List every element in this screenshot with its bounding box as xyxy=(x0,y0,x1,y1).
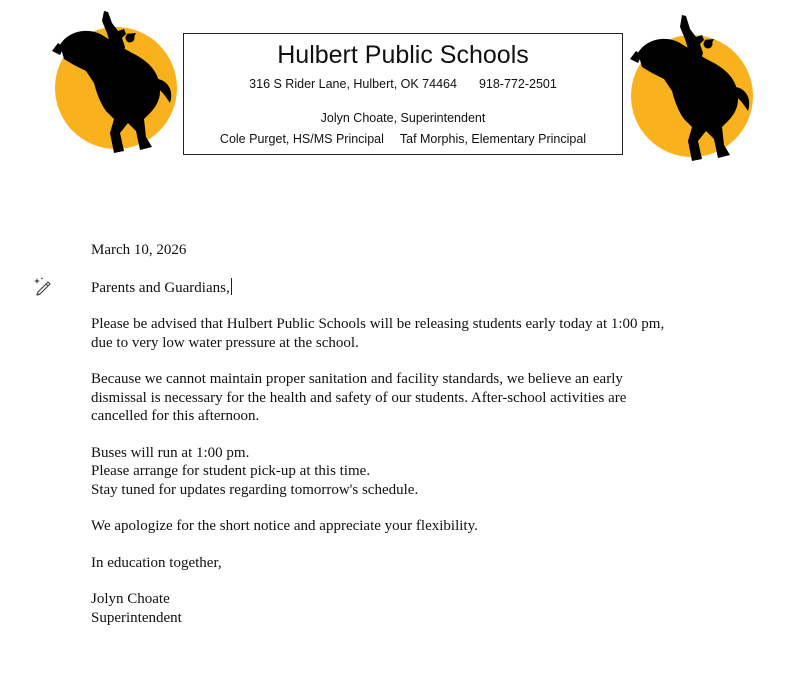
closing-line: In education together, xyxy=(91,554,222,571)
elem-principal: Taf Morphis, Elementary Principal xyxy=(399,132,587,146)
letter-date: March 10, 2026 xyxy=(91,242,187,258)
para2-line3: cancelled for this afternoon. xyxy=(91,408,260,424)
para1-line2: due to very low water pressure at the school. xyxy=(91,334,359,351)
principals-line xyxy=(184,132,622,146)
address-line xyxy=(184,77,622,91)
salutation xyxy=(91,278,731,298)
bronco-rider-logo-icon xyxy=(50,5,180,160)
para2-line2: dismissal is necessary for the health and safety of our students. After-school activities are xyxy=(91,389,627,406)
phone: 918-772-2501 xyxy=(478,77,557,91)
school-name: Hulbert Public Schools xyxy=(277,41,529,69)
pen-sparkle-icon[interactable] xyxy=(33,276,53,296)
para1-line1: Please be advised that Hulbert Public Schools will be releasing students early today at 1:00 pm, xyxy=(91,316,665,332)
address: 316 S Rider Lane, Hulbert, OK 74464 xyxy=(249,77,457,91)
letter-body[interactable] xyxy=(91,241,731,627)
bronco-rider-logo-icon xyxy=(628,13,758,168)
superintendent-line: Jolyn Choate, Superintendent xyxy=(320,111,486,125)
letterhead-box xyxy=(183,33,623,155)
signature-name: Jolyn Choate xyxy=(91,591,170,607)
hs-principal: Cole Purget, HS/MS Principal xyxy=(219,132,384,146)
para2-line1: Because we cannot maintain proper sanitation and facility standards, we believe an early xyxy=(91,371,623,387)
list-line1: Buses will run at 1:00 pm. xyxy=(91,444,250,461)
list-line3: Stay tuned for updates regarding tomorrow's schedule. xyxy=(91,481,419,498)
list-line2: Please arrange for student pick-up at this time. xyxy=(91,463,371,479)
signature-title: Superintendent xyxy=(91,609,182,626)
salutation-text: Parents and Guardians, xyxy=(91,279,230,296)
text-cursor xyxy=(231,278,232,295)
apology-line: We apologize for the short notice and appreciate your flexibility. xyxy=(91,518,478,534)
